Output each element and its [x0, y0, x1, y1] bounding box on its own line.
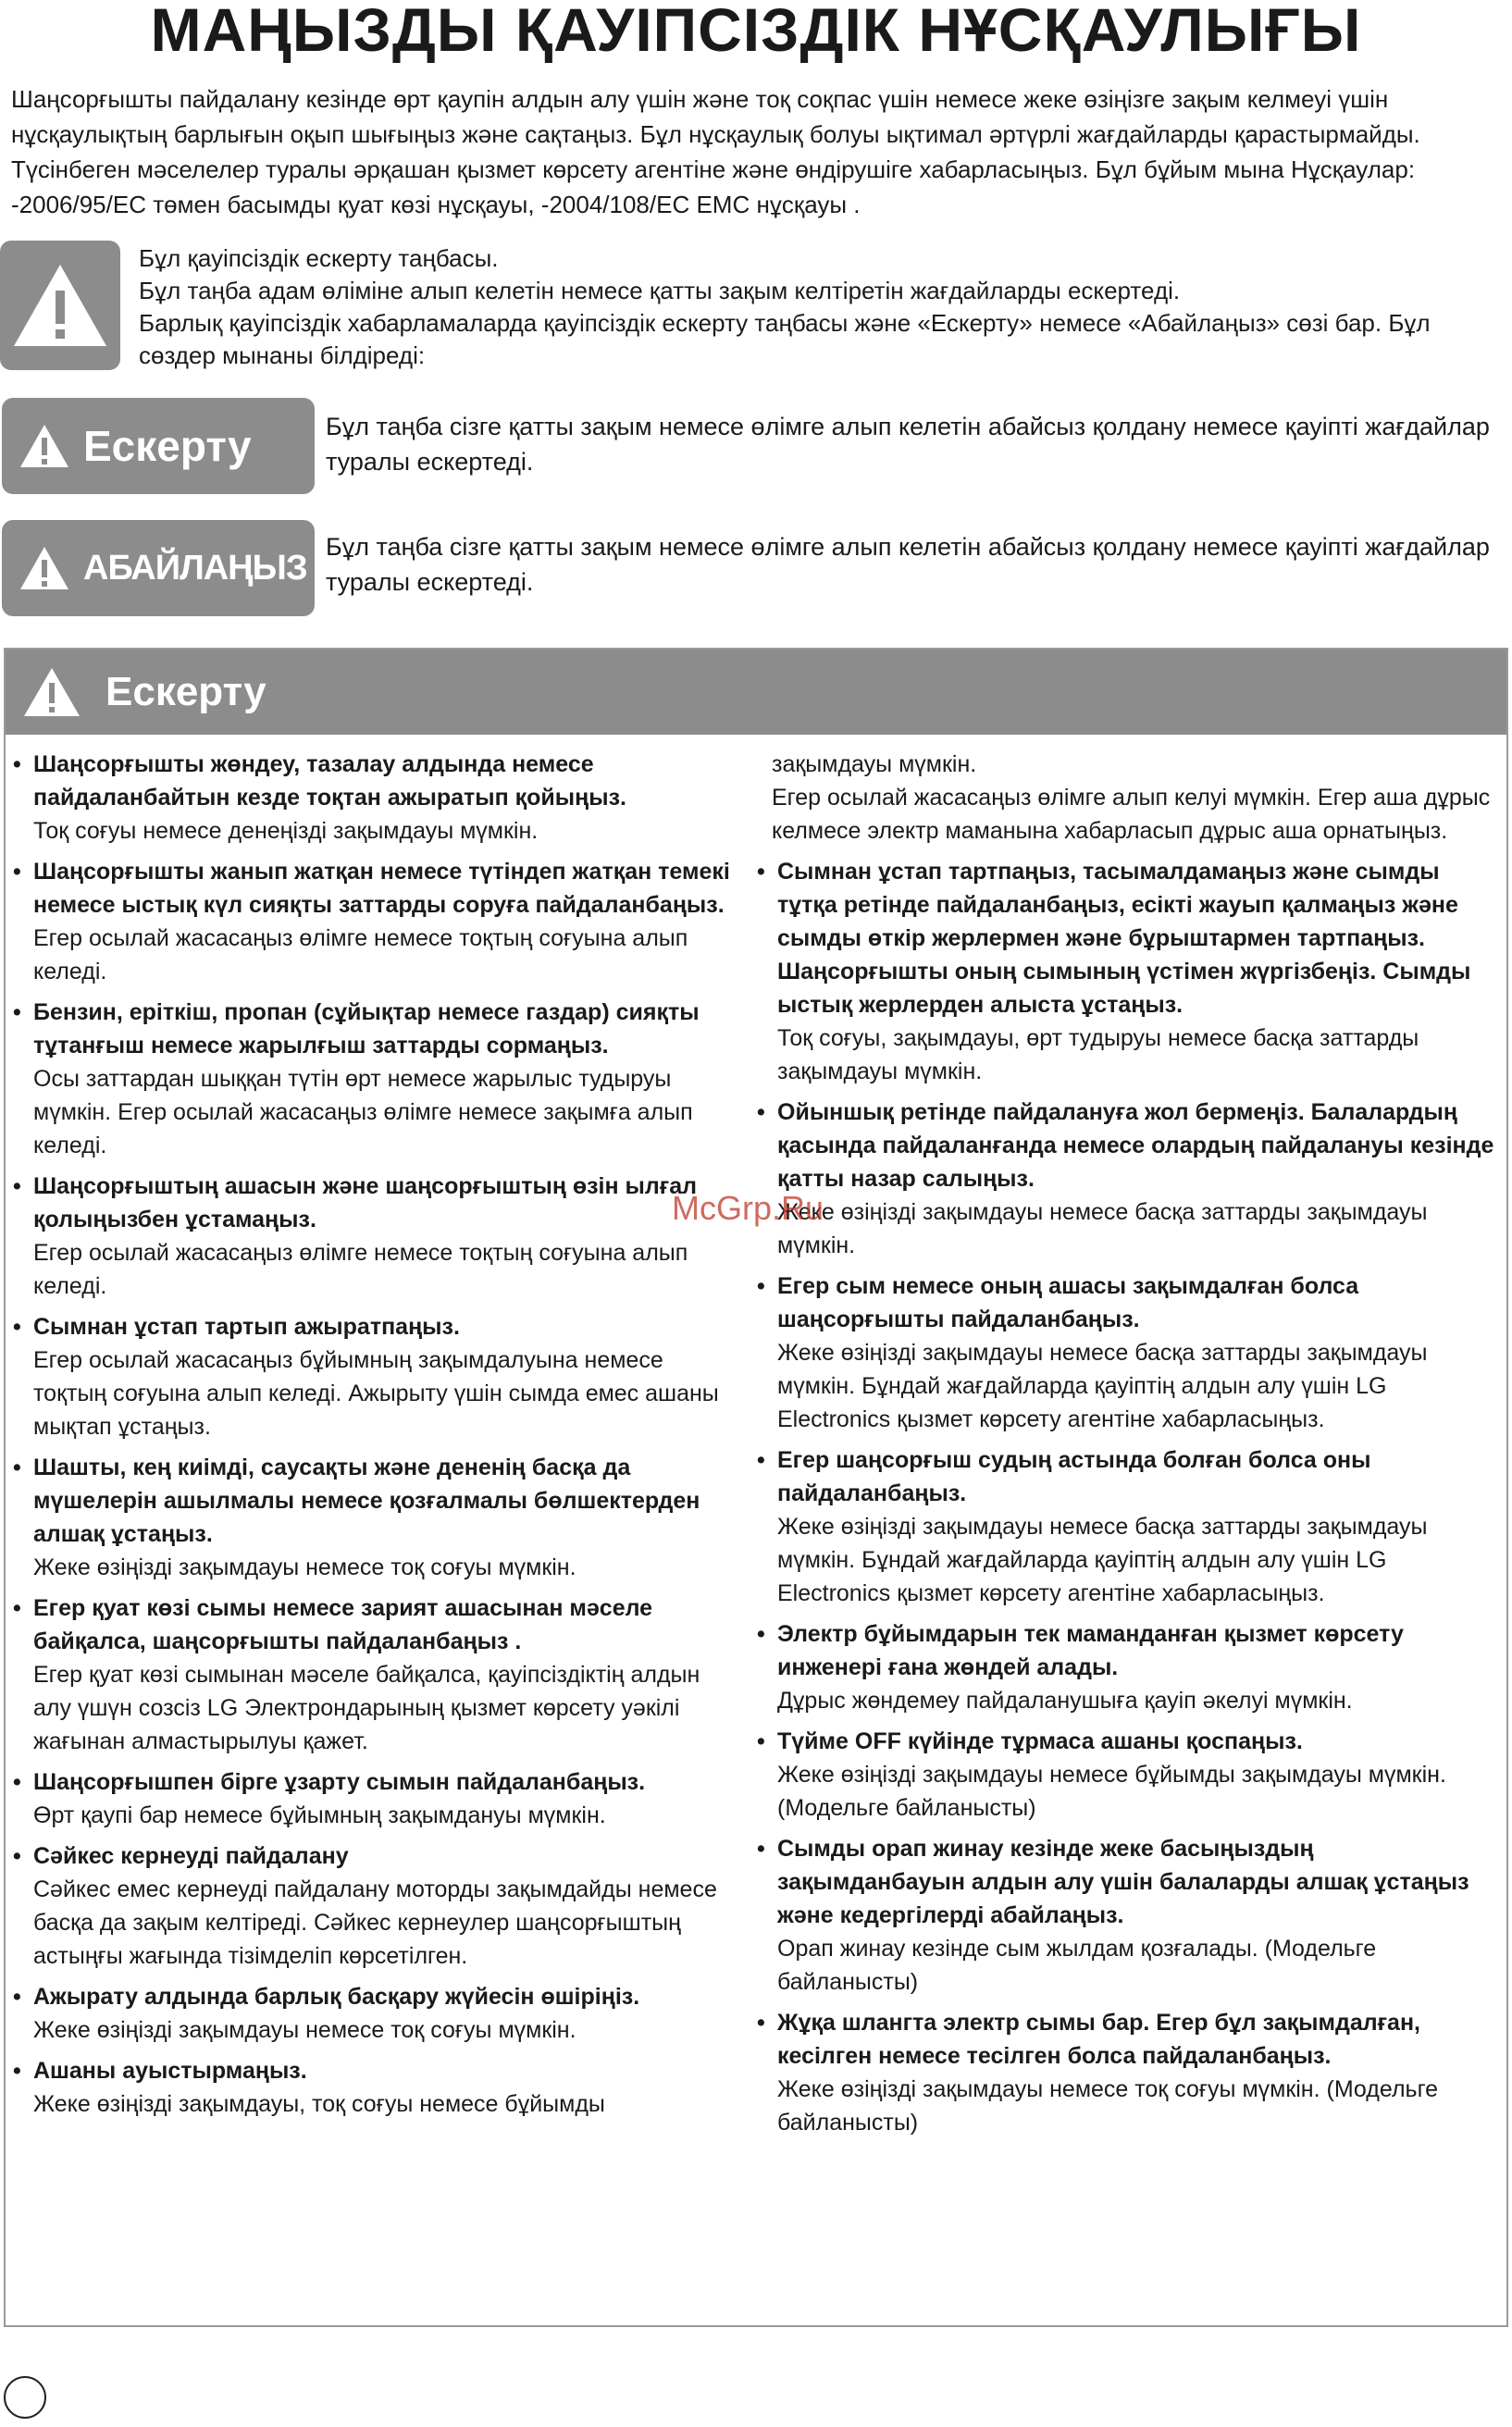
list-item: • Сымнан ұстап тартпаңыз, тасымалдамаңыз және сымды тұтқа ретінде пайдаланбаңыз, есікті жауып қалмаңыз және сымды өткір жерлермен және бұрыштармен тартпаңыз. Шаңсорғышты оның сымының үстімен жүргізбеңіз. Сымды ыстық жерлерден алыста ұстаңыз. Тоқ соғуы, зақымдауы, өрт тудыруы немесе басқа заттарды зақымдауы мүмкін. — [757, 859, 1471, 1084]
list-item: • Шаңсорғыштың ашасын және шаңсорғыштың өзін ылғал қолыңызбен ұстамаңыз. Егер осылай жасасаңыз өлімге немесе тоқтың соғуына алып келеді. — [13, 1173, 697, 1299]
intro-text — [11, 81, 1496, 222]
symbol-line-3: Барлық қауіпсіздік хабарламаларда қауіпсіздік ескерту таңбасы және «Ескерту» немесе «Абайлаңыз» сөзі бар. Бұл сөздер мынаны білдіреді: — [139, 309, 1431, 369]
list-item: • Сәйкес кернеуді пайдалану Сәйкес емес кернеуді пайдалану моторды зақымдайды немесе басқа да зақым келтіреді. Сәйкес кернеулер шаңсорғыштың астыңғы жағында тізімделіп көрсетілген. — [13, 1843, 717, 1969]
list-item: • Электр бұйымдарын тек маманданған қызмет көрсету инженері ғана жөндей алады. Дұрыс жөндемеу пайдаланушыға қауіп әкелуі мүмкін. — [757, 1621, 1404, 1714]
list-item: • Егер сым немесе оның ашасы зақымдалған болса шаңсорғышты пайдаланбаңыз. Жеке өзіңізді зақымдауы немесе басқа заттарды зақымдауы мүмкін. Бұндай жағдайларда қауіптің алдын алу үшін LG Electronics қызмет көрсету агентіне хабарласыңыз. — [757, 1273, 1428, 1432]
list-item: • Сымнан ұстап тартып ажыратпаңыз. Егер осылай жасасаңыз бұйымның зақымдалуына немесе тоқтың соғуына алып келеді. Ажырыту үшін сымда емес ашаны мықтап ұстаңыз. — [13, 1314, 719, 1440]
list-item: • Егер қуат көзі сымы немесе зарият ашасынан мәселе байқалса, шаңсорғышты пайдаланбаңыз . Егер қуат көзі сымынан мәселе байқалса, қауіпсіздіктің алдын алу үшүн созсіз LG Электрондарының қызмет көрсету уәкілі жағынан алмастырылуы қажет. — [13, 1595, 700, 1754]
warning-badge — [2, 398, 315, 494]
warning-panel-title: Ескерту — [105, 669, 266, 714]
list-item: • Шашты, кең киімді, саусақты және дененің басқа да мүшелерін ашылмалы немесе қозғалмалы бөлшектерден алшақ ұстаңыз. Жеке өзіңізді зақымдауы немесе тоқ соғуы мүмкін. — [13, 1455, 700, 1580]
list-item: • Түйме OFF күйінде тұрмаса ашаны қоспаңыз. Жеке өзіңізді зақымдауы немесе бұйымды зақымдауы мүмкін. (Модельге байланысты) — [757, 1728, 1446, 1821]
list-item: • Ашаны ауыстырмаңыз. Жеке өзіңізді зақымдауы, тоқ соғуы немесе бұйымды — [13, 2058, 605, 2117]
list-item: • Егер шаңсорғыш судың астында болған болса оны пайдаланбаңыз. Жеке өзіңізді зақымдауы немесе басқа заттарды зақымдауы мүмкін. Бұндай жағдайларда қауіптің алдын алу үшін LG Electronics қызмет көрсету агентіне хабарласыңыз. — [757, 1447, 1428, 1606]
list-item: • Бензин, еріткіш, пропан (сұйықтар немесе газдар) сияқты тұтанғыш немесе жарылғыш заттарды сормаңыз. Осы заттардан шыққан түтін өрт немесе жарылыс тудыруы мүмкін. Егер осылай жасасаңыз өлімге немесе зақымға алып келеді. — [13, 999, 700, 1158]
symbol-line-1: Бұл қауіпсіздік ескерту таңбасы. — [139, 244, 499, 272]
warning-triangle-icon — [22, 666, 81, 718]
list-item-continuation: зақымдауы мүмкін. Егер осылай жасасаңыз өлімге алып келуі мүмкін. Егер аша дұрыс келмесе электр маманына хабарласып дұрыс аша орнатыңыз. — [772, 751, 1491, 844]
list-item: • Жұқа шлангта электр сымы бар. Егер бұл зақымдалған, кесілген немесе тесілген болса пайдаланбаңыз. Жеке өзіңізді зақымдауы немесе тоқ соғуы мүмкін. (Модельге байланысты) — [757, 2010, 1439, 2136]
caution-badge — [2, 520, 315, 616]
warning-triangle-icon — [19, 423, 70, 469]
warning-badge-description: Бұл таңба сізге қатты зақым немесе өлімге алып келетін абайсыз қолдану немесе қауіпті жағдайлар туралы ескертеді. — [326, 413, 1490, 476]
warning-panel-header — [6, 650, 1506, 735]
list-item: • Шаңсорғышты жөндеу, тазалау алдында немесе пайдаланбайтын кезде тоқтан ажыратып қойыңыз. Тоқ соғуы немесе денеңізді зақымдауы мүмкін. — [13, 751, 626, 844]
warning-triangle-icon — [10, 259, 110, 352]
intro-paragraph-2: Түсінбеген мәселелер туралы әрқашан қызмет көрсету агентіне және өндірушіге хабарласыңыз. Бұл бұйым мына Нұсқаулар: -2006/95/EC төмен басымды қуат көзі нұсқауы, -2004/108/EC EMC нұсқауы . — [11, 155, 1416, 218]
list-item: • Ойыншық ретінде пайдалануға жол бермеңіз. Балалардың қасында пайдаланғанда немесе олардың пайдалануы кезінде қатты назар салыңыз. Жеке өзіңізді зақымдауы немесе басқа заттарды зақымдауы мүмкін. — [757, 1099, 1494, 1258]
safety-alert-symbol — [0, 241, 120, 370]
intro-paragraph-1: Шаңсорғышты пайдалану кезінде өрт қаупін алдын алу үшін және тоқ соқпас үшін немесе жеке өзіңізге зақым келмеуі үшін нұсқаулықтың барлығын оқып шығыңыз және сақтаңыз. Бұл нұсқаулық болуы ықтимал әртүрлі жағдайларды қарастырмайды. — [11, 85, 1420, 148]
symbol-line-2: Бұл таңба адам өліміне алып келетін немесе қатты зақым келтіретін жағдайларды ескертеді. — [139, 277, 1181, 304]
caution-badge-label: АБАЙЛАҢЫЗ — [83, 548, 307, 588]
symbol-explanation — [139, 242, 1499, 372]
warning-list-right — [757, 748, 1497, 2147]
warning-triangle-icon — [19, 545, 70, 591]
list-item: • Шаңсорғышпен бірге ұзарту сымын пайдаланбаңыз. Өрт қаупі бар немесе бұйымның зақымдануы мүмкін. — [13, 1769, 646, 1828]
caution-badge-description: Бұл таңба сізге қатты зақым немесе өлімге алып келетін абайсыз қолдану немесе қауіпті жағдайлар туралы ескертеді. — [326, 533, 1490, 596]
list-item: • Шаңсорғышты жанып жатқан немесе түтіндеп жатқан темекі немесе ыстық күл сияқты заттарды соруға пайдаланбаңыз. Егер осылай жасасаңыз өлімге немесе тоқтың соғуына алып келеді. — [13, 859, 730, 984]
watermark: McGrp.Ru — [672, 1189, 824, 1227]
page-title: МАҢЫЗДЫ ҚАУІПСІЗДІК НҰСҚАУЛЫҒЫ — [150, 0, 1362, 64]
warning-badge-label: Ескерту — [83, 422, 252, 470]
warning-list-left — [13, 748, 735, 2128]
list-item: • Ажырату алдында барлық басқару жүйесін өшіріңіз. Жеке өзіңізді зақымдауы немесе тоқ соғуы мүмкін. — [13, 1984, 640, 2043]
list-item: • Сымды орап жинау кезінде жеке басыңыздың зақымданбауын алдын алу үшін балаларды алшақ ұстаңыз және кедергілерді абайлаңыз. Орап жинау кезінде сым жылдам қозғалады. (Модельге байланысты) — [757, 1836, 1469, 1995]
page-number-circle — [4, 2376, 46, 2419]
